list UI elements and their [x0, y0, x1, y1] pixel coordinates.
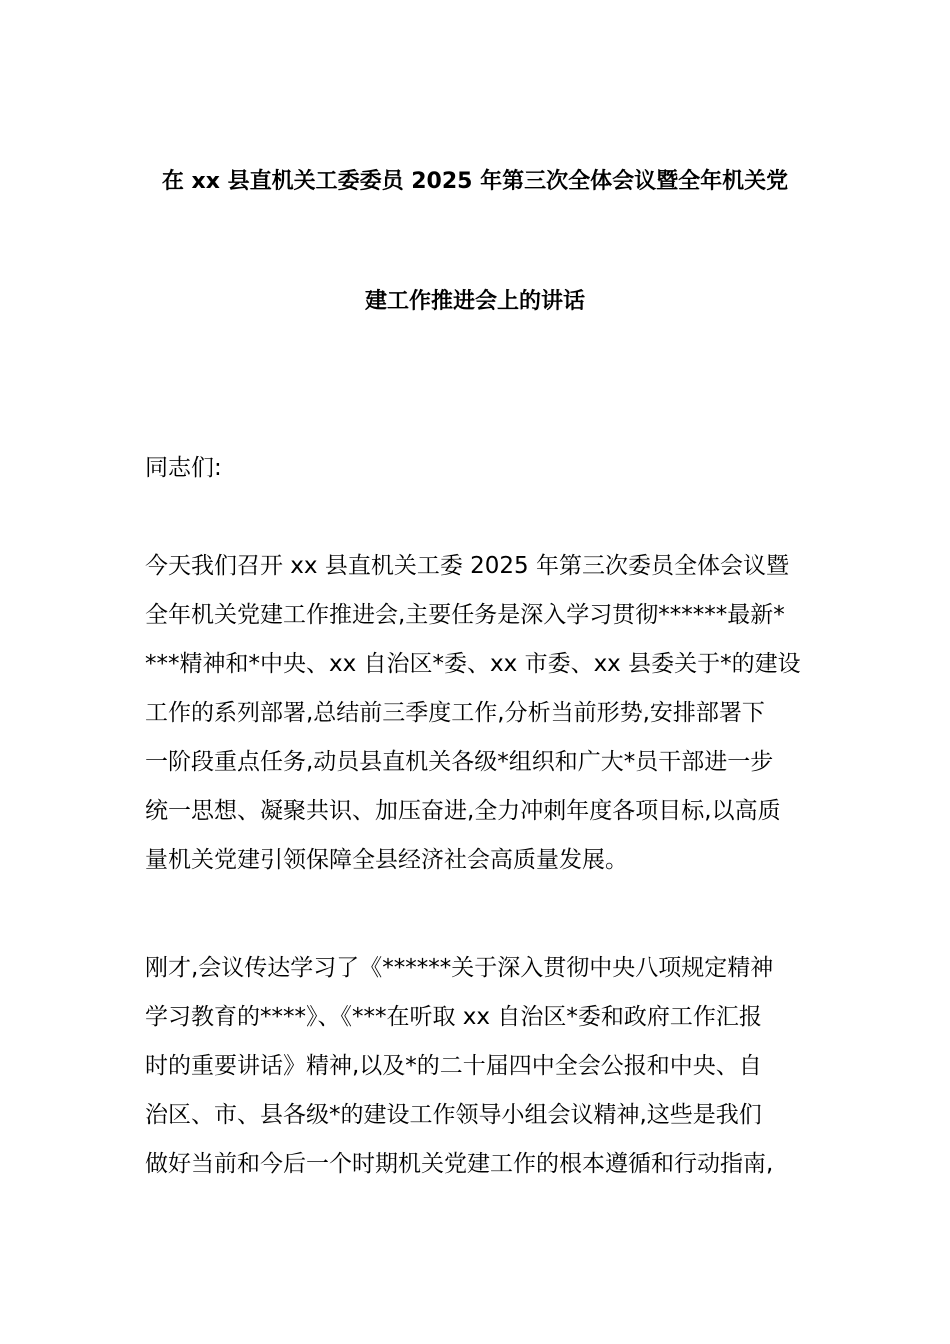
paragraph-line: 做好当前和今后一个时期机关党建工作的根本遵循和行动指南, [145, 1151, 774, 1177]
paragraph-line: 刚才,会议传达学习了《******关于深入贯彻中央八项规定精神 [145, 955, 774, 981]
paragraph-line: 全年机关党建工作推进会,主要任务是深入学习贯彻******最新* [145, 602, 785, 628]
paragraph-line: 时的重要讲话》精神,以及*的二十届四中全会公报和中央、自 [145, 1053, 762, 1079]
paragraph-line: 工作的系列部署,总结前三季度工作,分析当前形势,安排部署下 [145, 700, 765, 726]
paragraph-line: 治区、市、县各级*的建设工作领导小组会议精神,这些是我们 [145, 1102, 762, 1128]
paragraph-line: 一阶段重点任务,动员县直机关各级*组织和广大*员干部进一步 [145, 749, 774, 775]
paragraph-2 [145, 944, 809, 1189]
paragraph-line: 量机关党建引领保障全县经济社会高质量发展。 [145, 847, 628, 873]
paragraph-line: 学习教育的****》、《***在听取 xx 自治区*委和政府工作汇报 [145, 1004, 762, 1030]
paragraph-line: 今天我们召开 xx 县直机关工委 2025 年第三次委员全体会议暨 [145, 553, 789, 579]
document-title-line-1: 在 xx 县直机关工委委员 2025 年第三次全体会议暨全年机关党 [161, 169, 789, 194]
salutation [145, 444, 809, 493]
paragraph-1 [145, 542, 809, 885]
paragraph-line: 统一思想、凝聚共识、加压奋进,全力冲刺年度各项目标,以高质 [145, 798, 781, 824]
salutation-text: 同志们: [145, 455, 222, 481]
paragraph-line: ***精神和*中央、xx 自治区*委、xx 市委、xx 县委关于*的建设 [145, 651, 801, 677]
document-title-line-2: 建工作推进会上的讲话 [364, 289, 585, 314]
